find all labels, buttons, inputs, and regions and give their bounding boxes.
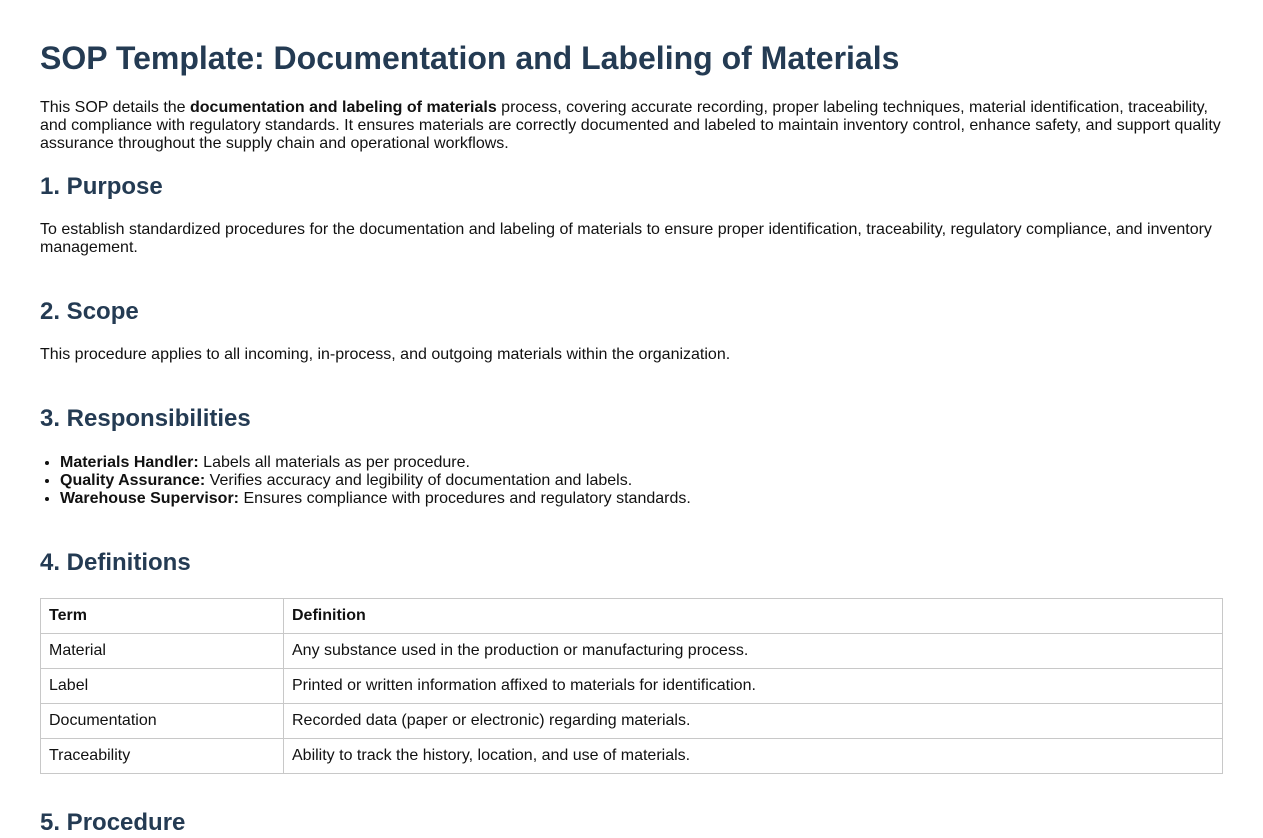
definitions-heading: 4. Definitions — [40, 549, 191, 576]
list-item — [60, 490, 1223, 508]
table-row — [41, 669, 1223, 704]
role-description: Labels all materials as per procedure. — [198, 454, 470, 471]
role-label: Warehouse Supervisor: — [60, 490, 240, 507]
term-cell: Material — [41, 634, 284, 669]
intro-bold-text: documentation and labeling of materials — [190, 99, 497, 116]
table-row — [41, 634, 1223, 669]
list-item — [60, 454, 1223, 472]
purpose-text: To establish standardized procedures for the documentation and labeling of materials to ensure proper identification, traceability, regulatory compliance, and inventory management. — [40, 221, 1212, 256]
definition-cell: Ability to track the history, location, and use of materials. — [284, 739, 1223, 774]
list-item — [60, 472, 1223, 490]
term-cell: Documentation — [41, 704, 284, 739]
definitions-table — [40, 598, 1223, 774]
responsibilities-list — [40, 454, 1223, 508]
scope-text: This procedure applies to all incoming, in-process, and outgoing materials within the organization. — [40, 346, 731, 363]
purpose-heading: 1. Purpose — [40, 173, 163, 200]
page-title: SOP Template: Documentation and Labeling of Materials — [40, 40, 900, 76]
procedure-heading: 5. Procedure — [40, 809, 186, 836]
intro-prefix: This SOP details the — [40, 99, 190, 116]
definition-cell: Printed or written information affixed to materials for identification. — [284, 669, 1223, 704]
role-label: Quality Assurance: — [60, 472, 206, 489]
table-row — [41, 739, 1223, 774]
responsibilities-heading: 3. Responsibilities — [40, 405, 251, 432]
definition-cell: Recorded data (paper or electronic) regarding materials. — [284, 704, 1223, 739]
table-row — [41, 704, 1223, 739]
scope-heading: 2. Scope — [40, 298, 139, 325]
role-label: Materials Handler: — [60, 454, 199, 471]
role-description: Ensures compliance with procedures and regulatory standards. — [239, 490, 691, 507]
table-header-row — [41, 599, 1223, 634]
intro-suffix: process, covering accurate recording, proper labeling techniques, material identification, traceability, and compliance with regulatory standards. It ensures materials are correctly documented and labeled to maintain inventory control, enhance safety, and support quality assurance throughout the supply chain and operational workflows. — [40, 99, 1221, 152]
term-cell: Traceability — [41, 739, 284, 774]
role-description: Verifies accuracy and legibility of documentation and labels. — [205, 472, 633, 489]
column-header-definition: Definition — [284, 599, 1223, 634]
column-header-term: Term — [41, 599, 284, 634]
definition-cell: Any substance used in the production or manufacturing process. — [284, 634, 1223, 669]
term-cell: Label — [41, 669, 284, 704]
intro-paragraph — [40, 99, 1223, 153]
